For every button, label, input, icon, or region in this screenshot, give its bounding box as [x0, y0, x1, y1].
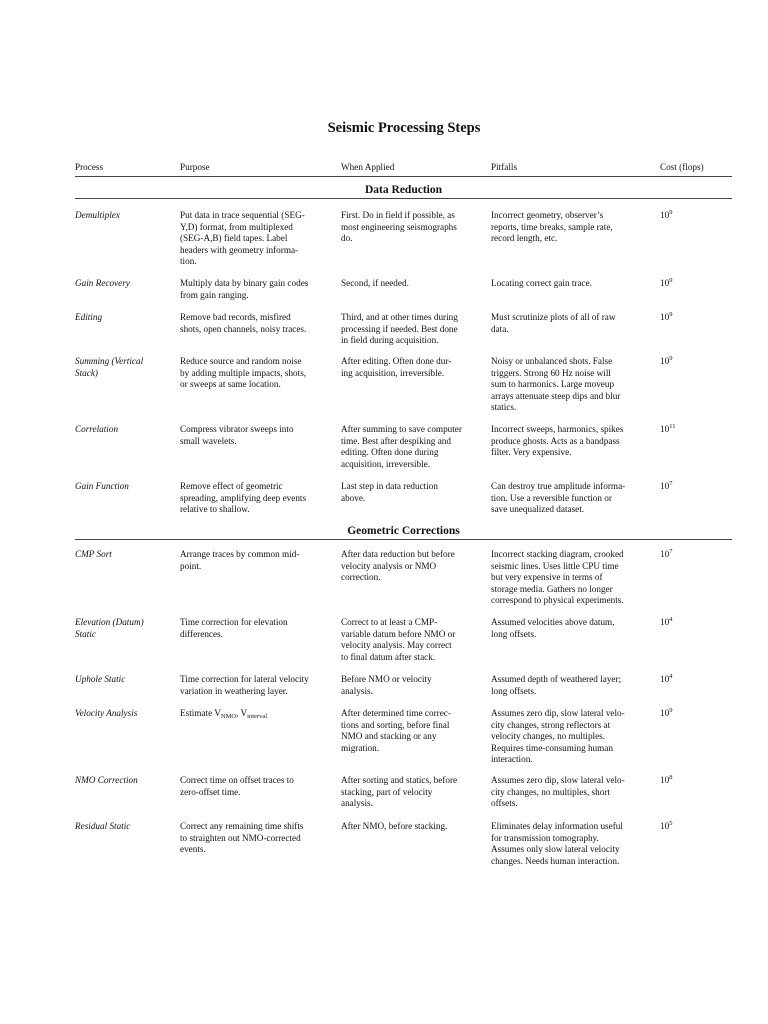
pitfalls-cell-line: Assumes zero dip, slow lateral velo- [491, 708, 625, 718]
pitfalls-cell [491, 708, 641, 766]
pitfalls-cell-line: reports, time breaks, sample rate, [491, 221, 613, 232]
pitfalls-cell [491, 617, 641, 640]
pitfalls-cell [491, 481, 641, 516]
pitfalls-cell [491, 210, 641, 245]
when-applied-cell [341, 278, 481, 290]
cost-base: 10 [660, 549, 670, 559]
purpose-cell-line: Correct time on offset traces to [180, 775, 294, 785]
cost-exponent: 9 [669, 209, 673, 216]
pitfalls-cell-line: but very expensive in terms of [491, 572, 603, 582]
when-applied-cell-line: After editing. Often done dur- [341, 356, 452, 366]
when-applied-cell-line: After NMO, before stacking. [341, 821, 448, 831]
cost-exponent: 8 [669, 774, 673, 781]
purpose-cell [180, 210, 330, 268]
cost-exponent: 5 [669, 820, 673, 827]
purpose-cell-line: Y,D) format, from multiplexed [180, 221, 293, 232]
purpose-cell-line: Arrange traces by common mid- [180, 549, 300, 559]
pitfalls-cell-line: Noisy or unbalanced shots. False [491, 356, 613, 366]
when-applied-cell-line: Second, if needed. [341, 278, 409, 288]
purpose-fragment: , V [236, 708, 248, 718]
cost-cell [660, 674, 720, 686]
pitfalls-cell-line: Can destroy true amplitude informa- [491, 481, 626, 491]
purpose-fragment: Estimate V [180, 708, 221, 718]
pitfalls-cell [491, 775, 641, 810]
process-cell: Demultiplex [75, 210, 120, 220]
process-cell-line: Summing (Vertical [75, 356, 144, 366]
purpose-cell-line: Multiply data by binary gain codes [180, 278, 309, 288]
process-cell [75, 617, 167, 640]
when-applied-cell-line: stacking, part of velocity [341, 786, 433, 797]
cost-cell [660, 424, 720, 436]
pitfalls-cell [491, 424, 641, 459]
pitfalls-cell-line: arrays attenuate steep dips and blur [491, 390, 621, 401]
cost-cell [660, 278, 720, 290]
cost-base: 10 [660, 481, 670, 491]
pitfalls-cell-line: changes. Needs human interaction. [491, 855, 620, 866]
pitfalls-cell-line: triggers. Strong 60 Hz noise will [491, 367, 611, 378]
pitfalls-cell-line: Must scrutinize plots of all of raw [491, 312, 616, 322]
purpose-cell [180, 356, 330, 391]
purpose-cell [180, 674, 330, 697]
process-cell: Gain Function [75, 481, 129, 491]
purpose-cell [180, 278, 330, 301]
cost-base: 10 [660, 210, 670, 220]
header-purpose: Purpose [180, 162, 210, 172]
pitfalls-cell-line: seismic lines. Uses little CPU time [491, 560, 619, 571]
pitfalls-cell-line: interaction. [491, 754, 533, 764]
purpose-fragment: interval [247, 713, 268, 720]
cost-exponent: 9 [669, 707, 673, 714]
purpose-cell-line: spreading, amplifying deep events [180, 492, 307, 503]
pitfalls-cell-line: statics. [491, 402, 517, 412]
purpose-cell-line: to straighten out NMO-corrected [180, 832, 301, 843]
pitfalls-cell-line: Assumed depth of weathered layer; [491, 674, 622, 684]
cost-base: 10 [660, 617, 670, 627]
header-cost: Cost (flops) [660, 162, 704, 172]
cost-exponent: 4 [669, 616, 673, 623]
purpose-cell-line: by adding multiple impacts, shots, [180, 367, 307, 378]
when-applied-cell [341, 312, 481, 347]
when-applied-cell-line: After data reduction but before [341, 549, 455, 559]
when-applied-cell-line: Before NMO or velocity [341, 674, 432, 684]
pitfalls-cell-line: long offsets. [491, 628, 537, 639]
pitfalls-cell-line: city changes, strong reflectors at [491, 719, 611, 730]
page-title: Seismic Processing Steps [327, 120, 481, 136]
pitfalls-cell-line: velocity changes, no multiples. [491, 731, 606, 741]
purpose-cell-line: zero-offset time. [180, 786, 241, 797]
cost-cell [660, 549, 720, 561]
when-applied-cell-line: to final datum after stack. [341, 651, 436, 662]
pitfalls-cell-line: city changes, no multiples, short [491, 786, 610, 797]
cost-exponent: 9 [669, 277, 673, 284]
process-cell: Gain Recovery [75, 278, 130, 288]
purpose-cell-line: Reduce source and random noise [180, 356, 302, 366]
header-when-applied: When Applied [341, 162, 395, 172]
when-applied-cell-line: acquisition, irreversible. [341, 458, 431, 469]
when-applied-cell [341, 549, 481, 584]
section-title: Geometric Corrections [347, 525, 460, 537]
when-applied-cell [341, 708, 481, 754]
purpose-cell-line: from gain ranging. [180, 289, 249, 300]
process-cell: Correlation [75, 424, 119, 434]
cost-exponent: 9 [669, 311, 673, 318]
when-applied-cell-line: time. Best after despiking and [341, 435, 451, 446]
pitfalls-cell-line: for transmission tomography. [491, 832, 599, 843]
cost-base: 10 [660, 424, 670, 434]
when-applied-cell-line: After summing to save computer [341, 424, 462, 434]
purpose-cell-line: Correct any remaining time shifts [180, 821, 304, 831]
process-cell [75, 356, 167, 379]
cost-exponent: 7 [669, 548, 673, 555]
when-applied-cell-line: processing if needed. Best done [341, 323, 458, 334]
cost-cell [660, 821, 720, 833]
purpose-cell [180, 708, 330, 720]
cost-base: 10 [660, 312, 670, 322]
when-applied-cell [341, 356, 481, 379]
when-applied-cell-line: migration. [341, 742, 380, 753]
cost-base: 10 [660, 821, 670, 831]
pitfalls-cell-line: Assumes only slow lateral velocity [491, 844, 620, 854]
when-applied-cell-line: velocity analysis or NMO [341, 560, 437, 571]
cost-exponent: 7 [669, 480, 673, 487]
when-applied-cell-line: After determined time correc- [341, 708, 451, 718]
when-applied-cell-line: analysis. [341, 685, 373, 696]
pitfalls-cell [491, 674, 641, 697]
purpose-cell [180, 775, 330, 798]
cost-base: 10 [660, 356, 670, 366]
cost-cell [660, 481, 720, 493]
when-applied-cell-line: After sorting and statics, before [341, 775, 458, 785]
pitfalls-cell-line: produce ghosts. Acts as a bandpass [491, 435, 620, 446]
when-applied-cell-line: Last step in data reduction [341, 481, 438, 491]
header-rule [75, 176, 732, 177]
cost-cell [660, 708, 720, 720]
pitfalls-cell-line: record length, etc. [491, 233, 558, 243]
when-applied-cell-line: editing. Often done during [341, 447, 439, 457]
purpose-cell-line: or sweeps at same location. [180, 379, 281, 389]
purpose-cell-line: Put data in trace sequential (SEG- [180, 210, 305, 220]
pitfalls-cell-line: Eliminates delay information useful [491, 821, 623, 831]
when-applied-cell-line: variable datum before NMO or [341, 628, 456, 639]
section-rule [75, 539, 732, 540]
when-applied-cell-line: ing acquisition, irreversible. [341, 367, 445, 378]
purpose-cell-line: Compress vibrator sweeps into [180, 424, 294, 434]
when-applied-cell-line: correction. [341, 572, 381, 582]
when-applied-cell-line: in field during acquisition. [341, 335, 439, 345]
pitfalls-cell-line: Assumes zero dip, slow lateral velo- [491, 775, 625, 785]
purpose-cell-line: small wavelets. [180, 435, 237, 446]
purpose-cell [180, 821, 330, 856]
cost-base: 10 [660, 775, 670, 785]
when-applied-cell [341, 210, 481, 245]
when-applied-cell-line: most engineering seismographs [341, 221, 457, 232]
purpose-cell-line: Remove bad records, misfired [180, 312, 291, 322]
cost-base: 10 [660, 278, 670, 288]
process-cell: Uphole Static [75, 674, 126, 684]
when-applied-cell [341, 424, 481, 470]
pitfalls-cell-line: filter. Very expensive. [491, 447, 572, 457]
cost-base: 10 [660, 674, 670, 684]
pitfalls-cell-line: Incorrect geometry, observer’s [491, 210, 604, 220]
purpose-cell [180, 617, 330, 640]
cost-cell [660, 617, 720, 629]
pitfalls-cell [491, 312, 641, 335]
cost-exponent: 4 [669, 673, 673, 680]
purpose-cell [180, 424, 330, 447]
pitfalls-cell-line: offsets. [491, 798, 518, 808]
pitfalls-cell [491, 549, 641, 607]
pitfalls-cell-line: Locating correct gain trace. [491, 278, 593, 288]
process-cell-line: Elevation (Datum) [75, 617, 144, 627]
purpose-cell-line: point. [180, 560, 202, 571]
process-cell: Editing [75, 312, 103, 322]
cost-exponent: 9 [669, 355, 673, 362]
purpose-cell-line: shots, open channels, noisy traces. [180, 323, 307, 334]
purpose-fragment: NMO [220, 713, 237, 720]
cost-cell [660, 210, 720, 222]
purpose-cell-line: relative to shallow. [180, 504, 250, 514]
when-applied-cell-line: analysis. [341, 798, 373, 808]
purpose-cell-line: headers with geometry informa- [180, 244, 299, 255]
purpose-cell-line: Time correction for lateral velocity [180, 674, 309, 684]
process-cell-line: Stack) [75, 367, 98, 378]
pitfalls-cell-line: long offsets. [491, 685, 537, 696]
purpose-cell [180, 549, 330, 572]
purpose-cell-line: Remove effect of geometric [180, 481, 283, 491]
pitfalls-cell [491, 356, 641, 414]
when-applied-cell-line: tions and sorting, before final [341, 719, 450, 730]
when-applied-cell-line: First. Do in field if possible, as [341, 210, 455, 220]
cost-cell [660, 312, 720, 324]
pitfalls-cell-line: Assumed velocities above datum, [491, 617, 615, 627]
process-cell-line: Static [75, 628, 96, 639]
when-applied-cell [341, 481, 481, 504]
when-applied-cell [341, 674, 481, 697]
section-title: Data Reduction [365, 184, 442, 196]
purpose-cell-line: Time correction for elevation [180, 617, 288, 627]
process-cell: Residual Static [75, 821, 131, 831]
purpose-cell-line: variation in weathering layer. [180, 685, 288, 696]
purpose-cell-line: differences. [180, 628, 223, 639]
pitfalls-cell-line: Incorrect sweeps, harmonics, spikes [491, 424, 624, 434]
table-header [0, 162, 768, 176]
purpose-cell-line: events. [180, 844, 206, 854]
process-cell: CMP Sort [75, 549, 112, 559]
section-rule [75, 198, 732, 199]
purpose-cell-line: tion. [180, 256, 197, 266]
cost-cell [660, 775, 720, 787]
pitfalls-cell-line: Requires time-consuming human [491, 742, 613, 753]
process-cell: NMO Correction [75, 775, 138, 785]
cost-base: 10 [660, 708, 670, 718]
when-applied-cell-line: above. [341, 492, 366, 503]
purpose-cell [180, 481, 330, 516]
when-applied-cell [341, 821, 481, 833]
header-process: Process [75, 162, 104, 172]
when-applied-cell-line: Third, and at other times during [341, 312, 458, 322]
purpose-cell-line: (SEG-A,B) field tapes. Label [180, 233, 288, 243]
pitfalls-cell-line: data. [491, 323, 509, 334]
cost-exponent: 11 [669, 423, 676, 430]
pitfalls-cell-line: save unequalized dataset. [491, 504, 585, 514]
pitfalls-cell-line: correspond to physical experiments. [491, 595, 624, 605]
when-applied-cell-line: Correct to at least a CMP- [341, 617, 438, 627]
when-applied-cell-line: do. [341, 233, 353, 243]
pitfalls-cell [491, 821, 641, 867]
pitfalls-cell [491, 278, 641, 290]
header-pitfalls: Pitfalls [491, 162, 518, 172]
pitfalls-cell-line: storage media. Gathers no longer [491, 583, 613, 594]
when-applied-cell-line: velocity analysis. May correct [341, 640, 452, 650]
purpose-cell [180, 312, 330, 335]
pitfalls-cell-line: sum to harmonics. Large moveup [491, 379, 615, 389]
pitfalls-cell-line: tion. Use a reversible function or [491, 492, 612, 503]
when-applied-cell [341, 775, 481, 810]
when-applied-cell [341, 617, 481, 663]
process-cell: Velocity Analysis [75, 708, 138, 718]
when-applied-cell-line: NMO and stacking or any [341, 731, 437, 741]
cost-cell [660, 356, 720, 368]
pitfalls-cell-line: Incorrect stacking diagram, crooked [491, 549, 624, 559]
